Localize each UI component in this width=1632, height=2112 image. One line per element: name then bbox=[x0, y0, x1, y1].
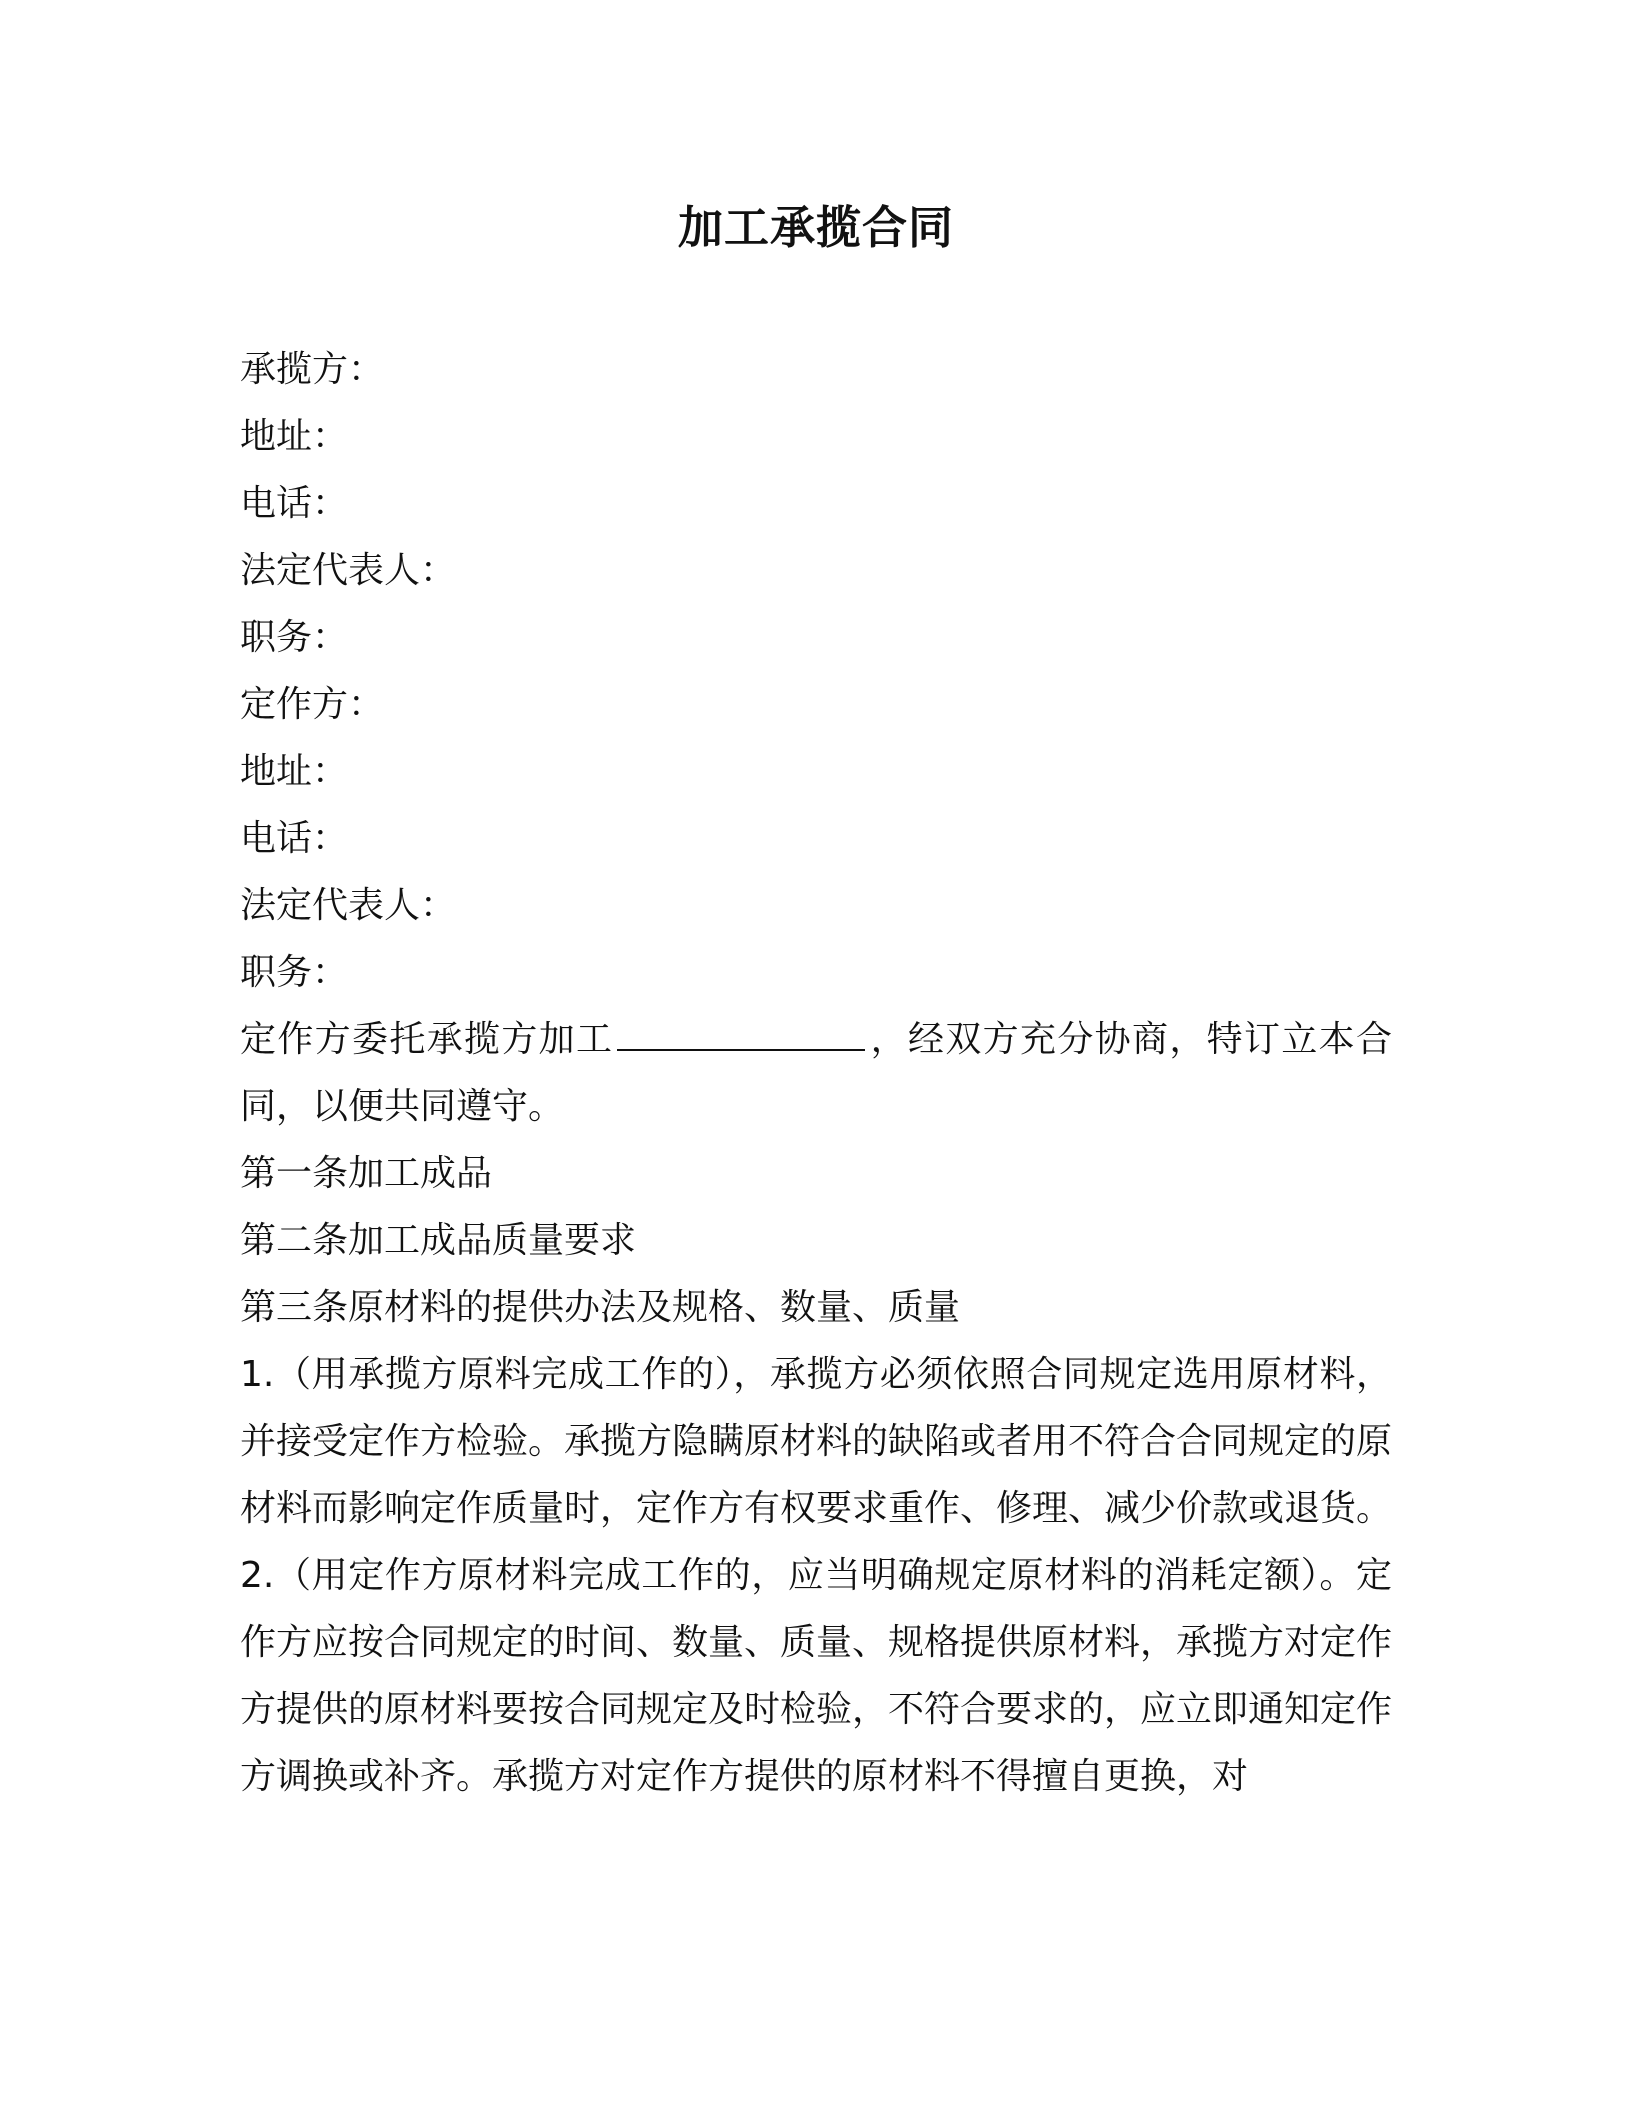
contractor-phone-label: 电话： bbox=[240, 483, 349, 524]
article-1-heading: 第一条加工成品 bbox=[240, 1153, 493, 1194]
processing-item-blank bbox=[617, 1015, 865, 1051]
orderer-phone-label: 电话： bbox=[240, 818, 349, 859]
contractor-address-label: 地址： bbox=[240, 416, 349, 457]
intro-text-after: ，经双方充分协商，特订立本合同，以便共同遵守。 bbox=[240, 1019, 1392, 1127]
orderer-heading: 定作方： bbox=[240, 684, 385, 725]
contractor-legal-rep-label: 法定代表人： bbox=[240, 550, 457, 591]
document-body bbox=[240, 336, 1392, 1810]
contractor-position-label: 职务： bbox=[240, 617, 349, 658]
intro-paragraph bbox=[240, 1006, 1392, 1140]
orderer-address-label: 地址： bbox=[240, 751, 349, 792]
intro-text-before: 定作方委托承揽方加工 bbox=[240, 1019, 614, 1060]
article-3-heading: 第三条原材料的提供办法及规格、数量、质量 bbox=[240, 1287, 961, 1328]
article-2-heading: 第二条加工成品质量要求 bbox=[240, 1220, 637, 1261]
clause-2-paragraph: 2.（用定作方原材料完成工作的，应当明确规定原材料的消耗定额）。定作方应按合同规定的时间、数量、质量、规格提供原材料，承揽方对定作方提供的原材料要按合同规定及时检验，不符合要求的，应立即通知定作方调换或补齐。承揽方对定作方提供的原材料不得擅自更换，对 bbox=[240, 1555, 1393, 1797]
orderer-legal-rep-label: 法定代表人： bbox=[240, 885, 457, 926]
orderer-position-label: 职务： bbox=[240, 952, 349, 993]
contractor-heading: 承揽方： bbox=[240, 349, 385, 390]
clause-1-paragraph: 1.（用承揽方原料完成工作的），承揽方必须依照合同规定选用原材料，并接受定作方检验。承揽方隐瞒原材料的缺陷或者用不符合合同规定的原材料而影响定作质量时，定作方有权要求重作、修理、减少价款或退货。 bbox=[240, 1354, 1393, 1529]
document-title: 加工承揽合同 bbox=[677, 201, 954, 254]
